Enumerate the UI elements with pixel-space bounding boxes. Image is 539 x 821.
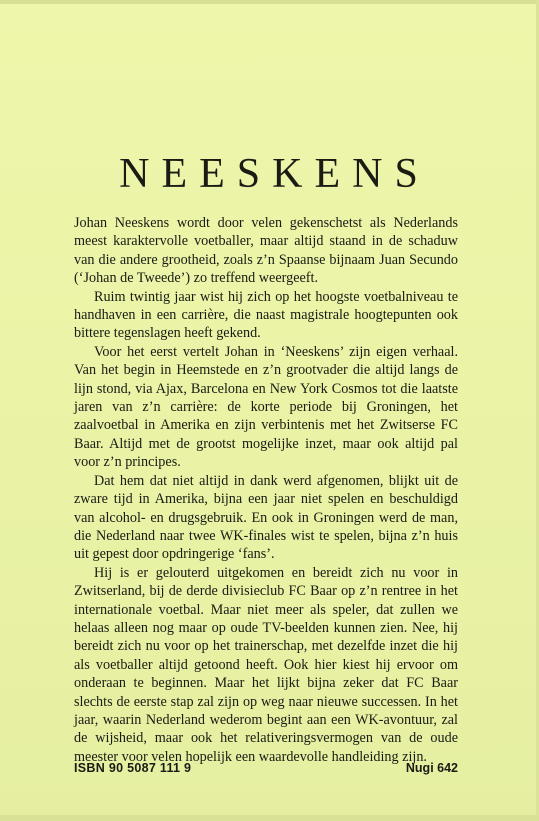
cover-footer	[74, 761, 458, 781]
blurb-paragraph-3: Voor het eerst vertelt Johan in ‘Neeskens’ zijn eigen verhaal. Van het begin in Heemstede en z’n grootvader die altijd langs de lijn stond, via Ajax, Barcelona en New York Cosmos tot die laatste jaren van z’n carrière: de korte periode bij Groningen, het zaalvoetbal in Amerika en zijn verbintenis met het Zwitserse FC Baar. Altijd met de grootst mogelijke inzet, maar ook altijd pal voor z’n principes.	[74, 343, 458, 471]
cover-bottom-edge	[0, 815, 539, 821]
book-title: NEESKENS	[119, 151, 430, 197]
isbn-number: ISBN 90 5087 111 9	[74, 761, 192, 775]
blurb-paragraph-4: Dat hem dat niet altijd in dank werd afgenomen, blijkt uit de zware tijd in Amerika, bijna een jaar niet spelen en beschuldigd van alcohol- en drugsgebruik. En ook in Groningen werd de man, die Nederland naar twee WK-finales wist te spelen, bijna z’n huis uit gepest door opdringerige ‘fans’.	[74, 472, 458, 563]
blurb-paragraph-1: Johan Neeskens wordt door velen gekenschetst als Nederlands meest karaktervolle voetballer, maar altijd staand in de schaduw van die andere grootheid, zoals z’n Spaanse bijnaam Juan Secundo (‘Johan de Tweede’) zo treffend weergeeft.	[74, 215, 458, 287]
blurb-paragraph-5: Hij is er gelouterd uitgekomen en bereidt zich nu voor in Zwitserland, bij de derde divisieclub FC Baar op z’n rentree in het internationale voetbal. Maar niet meer als speler, dat zullen we helaas alleen nog maar op oude TV-beelden kunnen zien. Nee, hij bereidt zich nu voor op het trainerschap, met dezelfde inzet die hij als voetballer altijd getoond heeft. Ook hier kiest hij ervoor om onderaan te beginnen. Maar het lijkt bijna zeker dat FC Baar slechts de eerste stap zal zijn op weg naar nieuwe successen. In het jaar, waarin Nederland wederom begint aan een WK-avontuur, zal de wijsheid, maar ook het relativeringsvermogen van de oude meester voor velen hopelijk een waardevolle handleiding zijn.	[74, 564, 458, 765]
nugi-code: Nugi 642	[405, 761, 458, 775]
blurb-paragraph-2: Ruim twintig jaar wist hij zich op het hoogste voetbalniveau te handhaven in een carrière, die naast magistrale hoogtepunten ook bittere tegenslagen heeft gekend.	[74, 288, 458, 342]
cover-top-edge	[0, 0, 539, 4]
blurb-text	[74, 214, 458, 766]
